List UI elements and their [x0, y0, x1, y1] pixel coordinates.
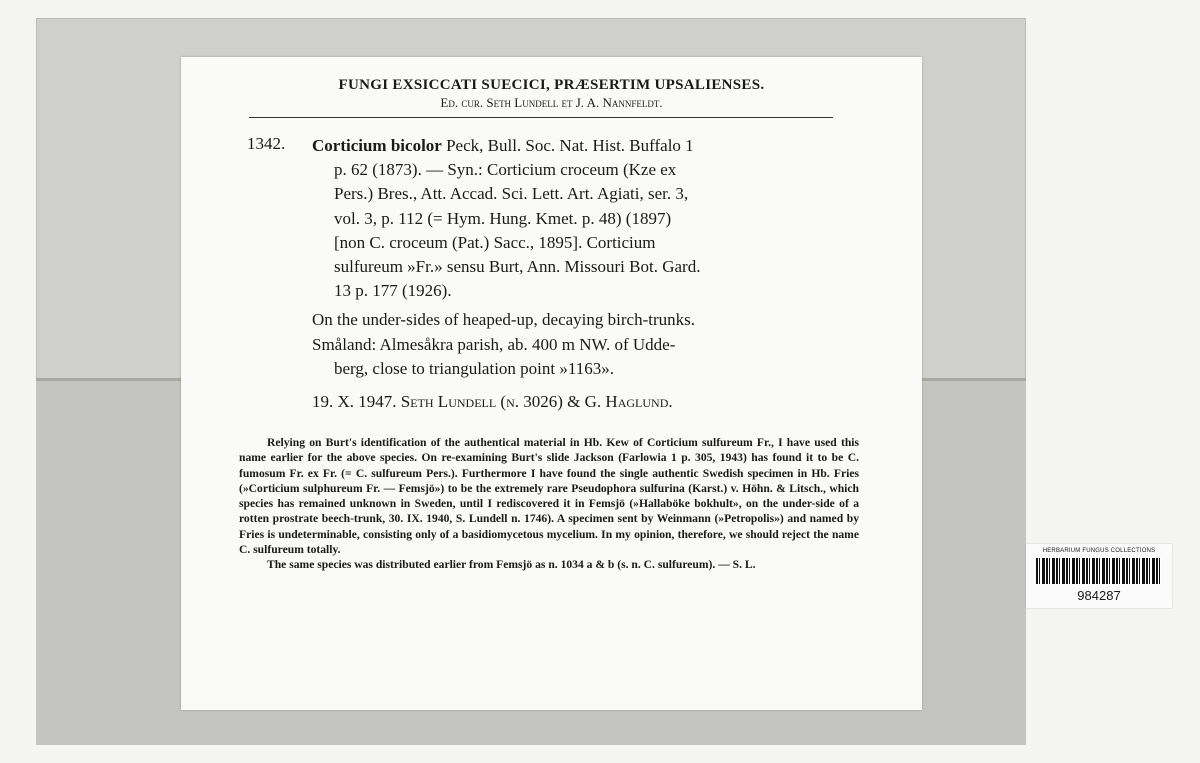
exsiccata-label [181, 57, 922, 710]
note-paragraph: The same species was distributed earlier from Femsjö as n. 1034 a & b (s. n. C. sulfureum). — S. L. [267, 558, 756, 572]
note-paragraph: Relying on Burt's identification of the authentical material in Hb. Kew of Corticium sulfureum Fr., I have used this name earlier for the above species. On re-examining Burt's slide Jackson (Farlowia 1 p. 305, 1943) has found it to be C. fumosum Fr. ex Fr. (= C. sulfureum Pers.). Furthermore I have found the single authentic Swedish specimen in Hb. Fries (»Corticium sulphureum Fr. — Femsjö») to be the extremely rare Pseudophora sulfurina (Karst.) v. Höhn. & Litsch., which species has remained unknown in Sweden, until I rediscovered it in Femsjö (»Hallaböke bokhult», on the under-side of a rotten prostrate beech-trunk, 30. IX. 1940, S. Lundell n. 1746). A specimen sent by Weinmann (»Petropolis») and named by Fries is undeterminable, consisting only of a basidiomycetous mycelium. In my opinion, therefore, we should reject the name C. sulfureum totally. [239, 436, 859, 557]
locality-line: Småland: Almesåkra parish, ab. 400 m NW. of Udde- [312, 334, 676, 354]
taxon-citation [312, 134, 860, 303]
taxon-genus: Corticium [312, 136, 387, 155]
taxonomic-note [239, 435, 859, 573]
header-rule [249, 117, 833, 118]
label-title: FUNGI EXSICCATI SUECICI, PRÆSERTIM UPSALIENSES. [338, 77, 765, 93]
locality [312, 308, 860, 382]
citation-line: Pers.) Bres., Att. Accad. Sci. Lett. Art. Agiati, ser. 3, [334, 184, 689, 204]
barcode-icon [1036, 558, 1162, 584]
locality-line: On the under-sides of heaped-up, decaying birch-trunks. [312, 310, 695, 329]
exsiccata-number: 1342. [247, 134, 286, 153]
citation-line: vol. 3, p. 112 (= Hym. Hung. Kmet. p. 48) (1897) [334, 208, 672, 228]
citation-line: 13 p. 177 (1926). [334, 281, 452, 301]
collection-info [312, 392, 860, 412]
citation-line: sulfureum »Fr.» sensu Burt, Ann. Missouri Bot. Gard. [334, 257, 701, 277]
citation-line: [non C. croceum (Pat.) Sacc., 1895]. Corticium [334, 232, 656, 252]
locality-line: berg, close to triangulation point »1163». [334, 359, 614, 378]
barcode-tag [1026, 544, 1172, 608]
collectors: Seth Lundell (n. 3026) & G. Haglund. [400, 392, 673, 411]
label-subtitle: Ed. cur. Seth Lundell et J. A. Nannfeldt. [440, 95, 663, 110]
taxon-epithet: bicolor [390, 136, 442, 155]
barcode-number: 984287 [1077, 588, 1121, 603]
citation-line: p. 62 (1873). — Syn.: Corticium croceum (Kze ex [334, 160, 677, 180]
barcode-header: HERBARIUM FUNGUS COLLECTIONS [1042, 548, 1156, 554]
collection-date: 19. X. 1947. [312, 392, 397, 411]
citation-line: Peck, Bull. Soc. Nat. Hist. Buffalo 1 [446, 136, 694, 155]
